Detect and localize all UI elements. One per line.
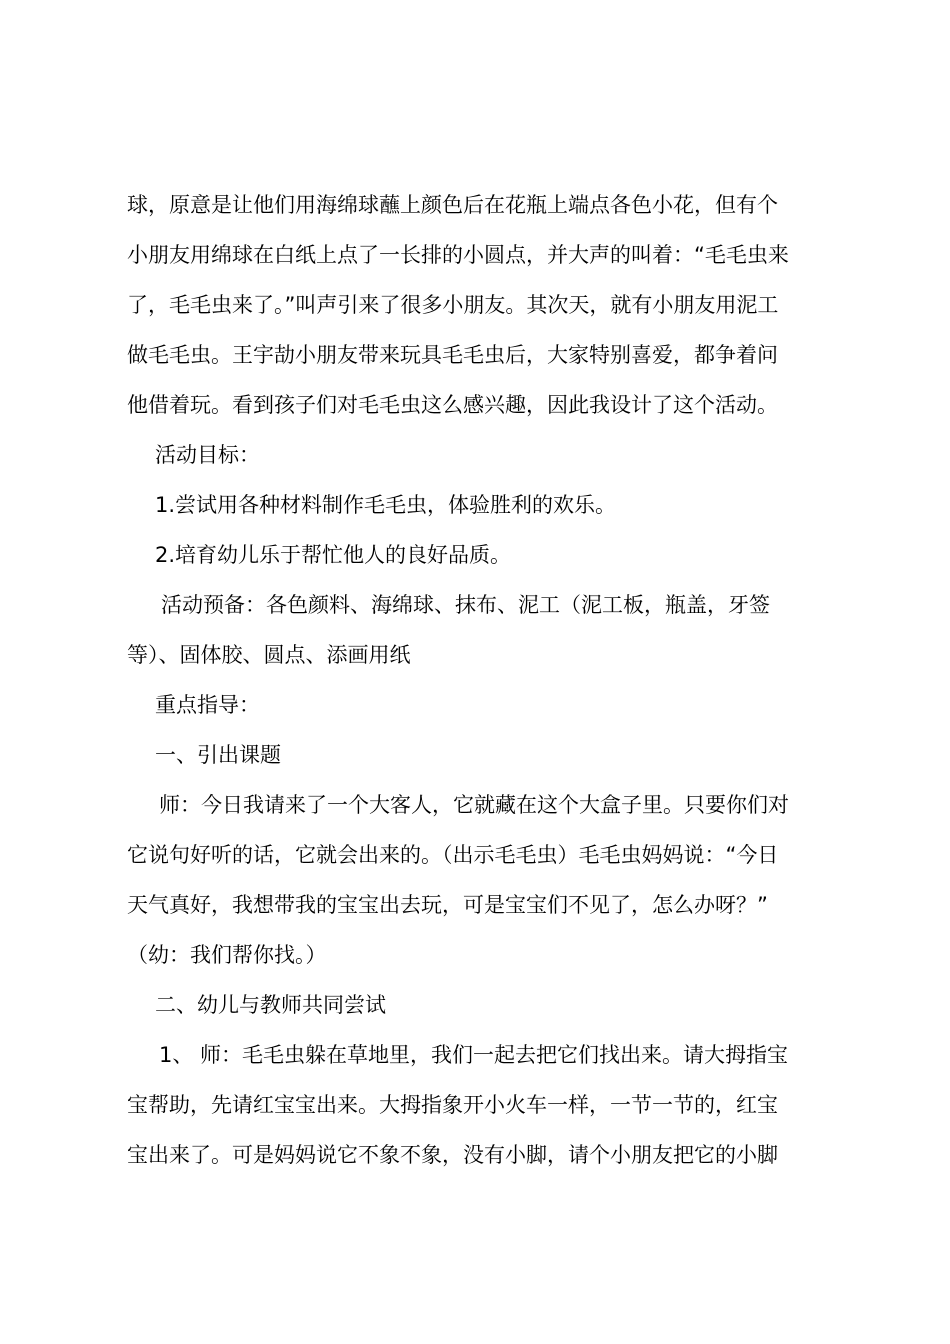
document-body	[127, 186, 832, 1186]
paragraph-line: （幼：我们帮你找。）	[127, 943, 327, 967]
goal-item-2: 2.培育幼儿乐于帮忙他人的良好品质。	[155, 543, 512, 567]
goal-item-1: 1.尝试用各种材料制作毛毛虫，体验胜利的欢乐。	[155, 493, 617, 517]
paragraph-line: 它说句好听的话，它就会出来的。（出示毛毛虫）毛毛虫妈妈说：“今日	[127, 843, 779, 867]
paragraph-line: 做毛毛虫。王宇劼小朋友带来玩具毛毛虫后，大家特别喜爱，都争着问	[127, 343, 778, 367]
paragraph-line: 天气真好，我想带我的宝宝出去玩，可是宝宝们不见了，怎么办呀？”	[127, 893, 768, 917]
paragraph-line: 宝出来了。可是妈妈说它不象不象，没有小脚，请个小朋友把它的小脚	[127, 1143, 778, 1167]
materials-line: 活动预备：各色颜料、海绵球、抹布、泥工（泥工板，瓶盖，牙签	[161, 593, 770, 617]
section-heading-goals: 活动目标：	[155, 443, 260, 467]
paragraph-line: 球，原意是让他们用海绵球蘸上颜色后在花瓶上端点各色小花，但有个	[127, 193, 778, 217]
section-heading-intro: 一、引出课题	[155, 743, 281, 767]
paragraph-line: 师：今日我请来了一个大客人，它就藏在这个大盒子里。只要你们对	[159, 793, 789, 817]
paragraph-line: 1、 师：毛毛虫躲在草地里，我们一起去把它们找出来。请大拇指宝	[159, 1043, 789, 1067]
materials-line-continued: 等）、固体胶、圆点、添画用纸	[127, 643, 411, 667]
paragraph-line: 了，毛毛虫来了。”叫声引来了很多小朋友。其次天，就有小朋友用泥工	[127, 293, 779, 317]
paragraph-line: 宝帮助，先请红宝宝出来。大拇指象开小火车一样，一节一节的，红宝	[127, 1093, 778, 1117]
section-heading-guidance: 重点指导：	[155, 693, 260, 717]
paragraph-line: 小朋友用绵球在白纸上点了一长排的小圆点，并大声的叫着：“毛毛虫来	[127, 243, 789, 267]
section-heading-practice: 二、幼儿与教师共同尝试	[155, 993, 386, 1017]
paragraph-line: 他借着玩。看到孩子们对毛毛虫这么感兴趣，因此我设计了这个活动。	[127, 393, 778, 417]
